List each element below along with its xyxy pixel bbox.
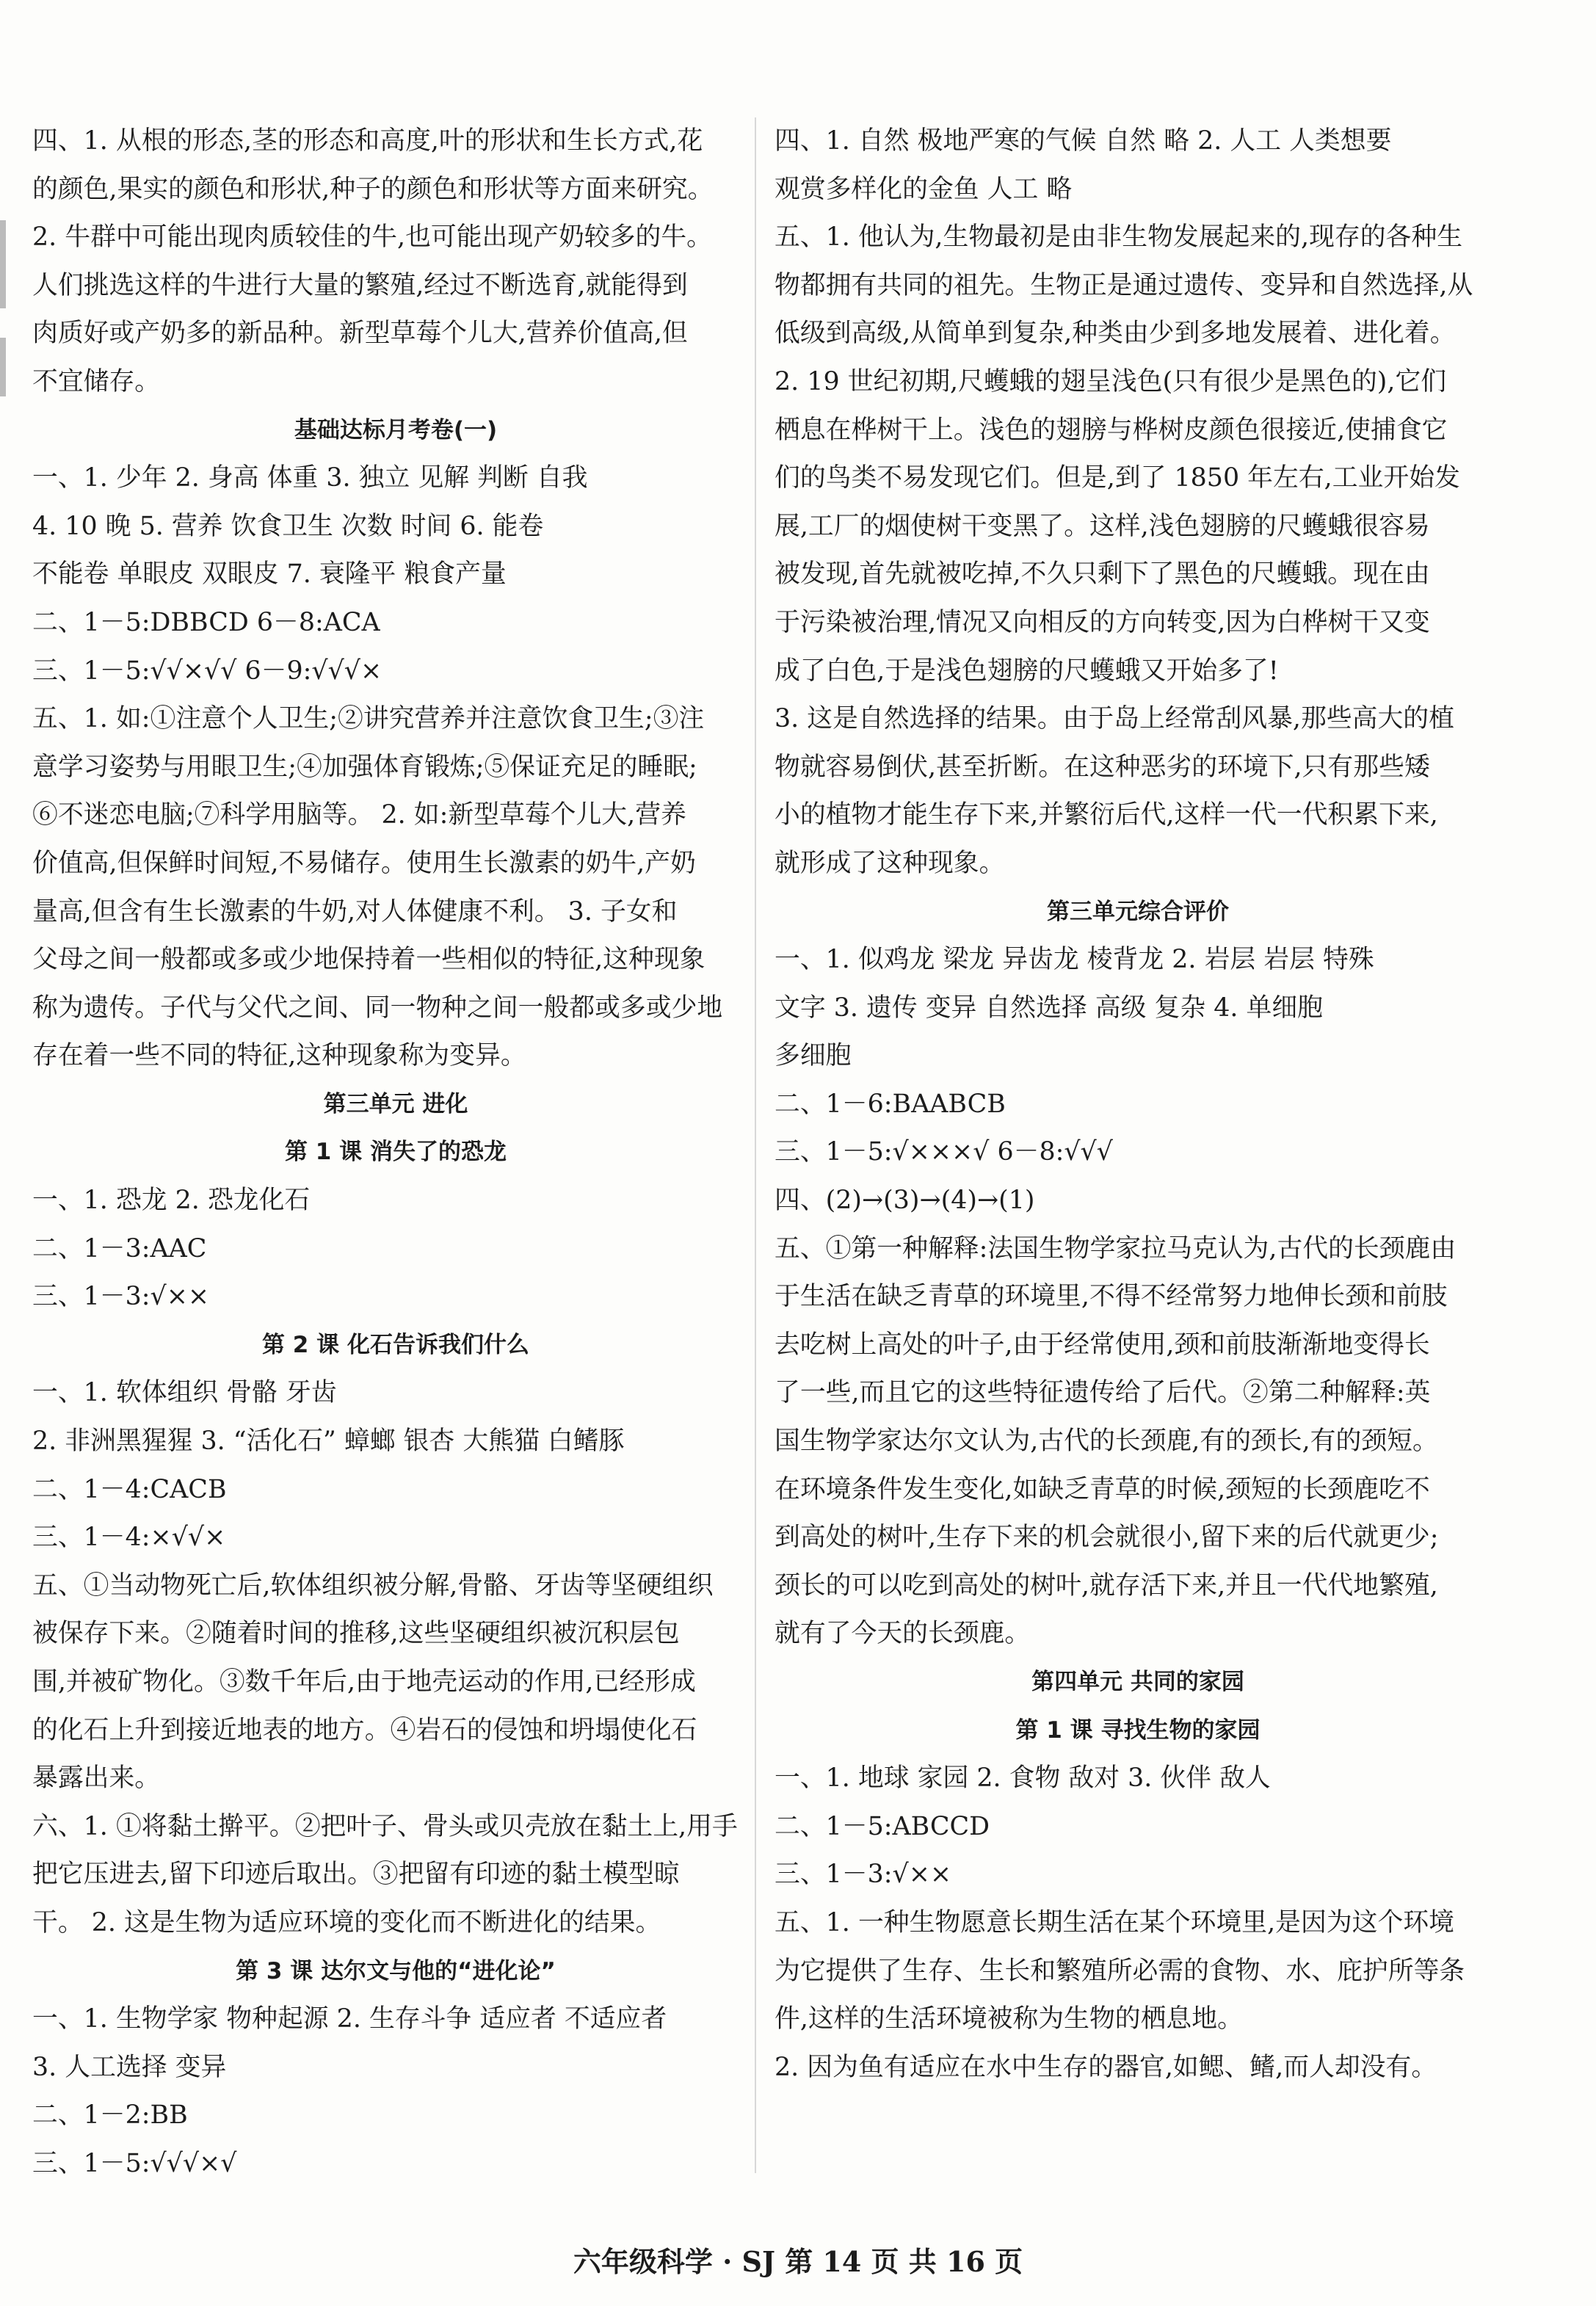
text-line: 就有了今天的长颈鹿。 (775, 1619, 1031, 1649)
text-line: 的颜色,果实的颜色和形状,种子的颜色和形状等方面来研究。 (32, 174, 714, 204)
section-heading: 第 1 课 消失了的恐龙 (285, 1139, 507, 1166)
text-line: 暴露出来。 (32, 1763, 161, 1794)
section-heading: 第三单元 进化 (323, 1090, 468, 1117)
text-line: 于污染被治理,情况又向相反的方向转变,因为白桦树干又变 (775, 607, 1430, 637)
text-line: 四、1. 自然 极地严寒的气候 自然 略 2. 人工 人类想要 (775, 126, 1392, 156)
text-line: 三、1－3:√×× (32, 1282, 210, 1312)
text-line: 件,这样的生活环境被称为生物的栖息地。 (775, 2004, 1243, 2034)
text-line: 一、1. 软体组织 骨骼 牙齿 (32, 1378, 337, 1408)
text-line: 一、1. 地球 家园 2. 食物 敌对 3. 伙伴 敌人 (775, 1763, 1271, 1794)
section-heading: 第 2 课 化石告诉我们什么 (262, 1331, 529, 1358)
text-line: 观赏多样化的金鱼 人工 略 (775, 174, 1073, 204)
text-line: 二、1－5:ABCCD (775, 1811, 990, 1841)
text-line: 2. 19 世纪初期,尺蠖蛾的翅呈浅色(只有很少是黑色的),它们 (775, 366, 1447, 396)
text-line: 小的植物才能生存下来,并繁衍后代,这样一代一代积累下来, (775, 800, 1438, 830)
section-heading: 第三单元综合评价 (1047, 898, 1229, 925)
text-line: 于生活在缺乏青草的环境里,不得不经常努力地伸长颈和前肢 (775, 1282, 1448, 1312)
text-line: 就形成了这种现象。 (775, 848, 1005, 878)
section-heading: 第 1 课 寻找生物的家园 (1015, 1716, 1261, 1744)
text-line: 五、1. 一种生物愿意长期生活在某个环境里,是因为这个环境 (775, 1907, 1454, 1937)
text-line: 的化石上升到接近地表的地方。④岩石的侵蚀和坍塌使化石 (32, 1715, 697, 1745)
text-line: 量高,但含有生长激素的牛奶,对人体健康不利。 3. 子女和 (32, 896, 678, 927)
text-line: 五、①当动物死亡后,软体组织被分解,骨骼、牙齿等坚硬组织 (32, 1570, 714, 1600)
text-line: 围,并被矿物化。③数千年后,由于地壳运动的作用,已经形成 (32, 1667, 696, 1697)
column-divider (755, 117, 756, 2173)
text-line: 三、1－4:×√√× (32, 1523, 226, 1553)
text-line: 2. 因为鱼有适应在水中生存的器官,如鳃、鳍,而人却没有。 (775, 2052, 1437, 2082)
text-line: 称为遗传。子代与父代之间、同一物种之间一般都或多或少地 (32, 993, 723, 1023)
right-column (775, 117, 1501, 2092)
text-line: 为它提供了生存、生长和繁殖所必需的食物、水、庇护所等条 (775, 1956, 1465, 1986)
text-line: 意学习姿势与用眼卫生;④加强体育锻炼;⑤保证充足的睡眠; (32, 752, 697, 782)
text-line: 二、1－6:BAABCB (775, 1089, 1006, 1119)
text-line: 一、1. 生物学家 物种起源 2. 生存斗争 适应者 不适应者 (32, 2004, 667, 2034)
text-line: 二、1－4:CACB (32, 1474, 227, 1504)
text-line: 颈长的可以吃到高处的树叶,就存活下来,并且一代代地繁殖, (775, 1570, 1438, 1600)
section-heading: 基础达标月考卷(一) (294, 416, 498, 443)
text-line: 六、1. ①将黏土擀平。②把叶子、骨头或贝壳放在黏土上,用手 (32, 1811, 738, 1841)
text-line: 物都拥有共同的祖先。生物正是通过遗传、变异和自然选择,从 (775, 270, 1473, 300)
text-line: 一、1. 恐龙 2. 恐龙化石 (32, 1186, 311, 1216)
text-line: 三、1－5:√×××√ 6－8:√√√ (775, 1137, 1113, 1167)
text-line: 国生物学家达尔文认为,古代的长颈鹿,有的颈长,有的颈短。 (775, 1426, 1438, 1457)
text-line: 四、(2)→(3)→(4)→(1) (775, 1186, 1035, 1216)
text-line: 存在着一些不同的特征,这种现象称为变异。 (32, 1041, 526, 1071)
text-line: 了一些,而且它的这些特征遗传给了后代。②第二种解释:英 (775, 1378, 1431, 1408)
text-line: 在环境条件发生变化,如缺乏青草的时候,颈短的长颈鹿吃不 (775, 1474, 1430, 1504)
text-line: 2. 非洲黑猩猩 3. “活化石” 蟑螂 银杏 大熊猫 白鳍豚 (32, 1426, 625, 1457)
text-line: 2. 牛群中可能出现肉质较佳的牛,也可能出现产奶较多的牛。 (32, 222, 712, 253)
text-line: 一、1. 少年 2. 身高 体重 3. 独立 见解 判断 自我 (32, 463, 588, 493)
section-heading: 第 3 课 达尔文与他的“进化论” (236, 1957, 556, 1984)
text-line: 们的鸟类不易发现它们。但是,到了 1850 年左右,工业开始发 (775, 463, 1460, 493)
text-line: 二、1－3:AAC (32, 1233, 207, 1263)
text-line: 父母之间一般都或多或少地保持着一些相似的特征,这种现象 (32, 945, 705, 975)
text-line: 不宜储存。 (32, 366, 161, 396)
text-line: 二、1－5:DBBCD 6－8:ACA (32, 607, 380, 637)
text-line: 肉质好或产奶多的新品种。新型草莓个儿大,营养价值高,但 (32, 319, 688, 349)
text-line: 五、1. 如:①注意个人卫生;②讲究营养并注意饮食卫生;③注 (32, 704, 705, 734)
text-line: 栖息在桦树干上。浅色的翅膀与桦树皮颜色很接近,使捕食它 (775, 415, 1448, 445)
text-line: 一、1. 似鸡龙 梁龙 异齿龙 棱背龙 2. 岩层 岩层 特殊 (775, 945, 1374, 975)
text-line: 到高处的树叶,生存下来的机会就很小,留下来的后代就更少; (775, 1523, 1439, 1553)
text-line: 成了白色,于是浅色翅膀的尺蠖蛾又开始多了! (775, 656, 1279, 686)
scan-edge-mark (0, 338, 6, 396)
text-line: 被保存下来。②随着时间的推移,这些坚硬组织被沉积层包 (32, 1619, 680, 1649)
text-line: 多细胞 (775, 1041, 852, 1071)
text-line: 四、1. 从根的形态,茎的形态和高度,叶的形状和生长方式,花 (32, 126, 703, 156)
section-heading: 第四单元 共同的家园 (1031, 1669, 1244, 1695)
text-line: ⑥不迷恋电脑;⑦科学用脑等。 2. 如:新型草莓个儿大,营养 (32, 800, 686, 830)
text-line: 五、1. 他认为,生物最初是由非生物发展起来的,现存的各种生 (775, 222, 1463, 253)
text-line: 被发现,首先就被吃掉,不久只剩下了黑色的尺蠖蛾。现在由 (775, 559, 1430, 590)
text-line: 展,工厂的烟使树干变黑了。这样,浅色翅膀的尺蠖蛾很容易 (775, 511, 1430, 541)
text-line: 4. 10 晚 5. 营养 饮食卫生 次数 时间 6. 能卷 (32, 511, 544, 541)
page-footer: 六年级科学 · SJ 第 14 页 共 16 页 (573, 2245, 1023, 2278)
text-line: 五、①第一种解释:法国生物学家拉马克认为,古代的长颈鹿由 (775, 1233, 1457, 1263)
left-column (32, 117, 759, 2189)
text-line: 干。 2. 这是生物为适应环境的变化而不断进化的结果。 (32, 1907, 661, 1937)
scan-edge-mark (0, 220, 6, 308)
text-line: 三、1－5:√√×√√ 6－9:√√√× (32, 656, 382, 686)
text-line: 不能卷 单眼皮 双眼皮 7. 衰隆平 粮食产量 (32, 559, 507, 590)
text-line: 三、1－5:√√√×√ (32, 2148, 237, 2178)
text-line: 3. 这是自然选择的结果。由于岛上经常刮风暴,那些高大的植 (775, 704, 1454, 734)
text-line: 文字 3. 遗传 变异 自然选择 高级 复杂 4. 单细胞 (775, 993, 1324, 1023)
text-line: 3. 人工选择 变异 (32, 2052, 227, 2082)
text-line: 物就容易倒伏,甚至折断。在这种恶劣的环境下,只有那些矮 (775, 752, 1430, 782)
text-line: 三、1－3:√×× (775, 1860, 952, 1890)
text-line: 价值高,但保鲜时间短,不易储存。使用生长激素的奶牛,产奶 (32, 848, 696, 878)
text-line: 二、1－2:BB (32, 2100, 188, 2131)
text-line: 把它压进去,留下印迹后取出。③把留有印迹的黏土模型晾 (32, 1860, 680, 1890)
text-line: 低级到高级,从简单到复杂,种类由少到多地发展着、进化着。 (775, 319, 1456, 349)
text-line: 人们挑选这样的牛进行大量的繁殖,经过不断选育,就能得到 (32, 270, 688, 300)
text-line: 去吃树上高处的叶子,由于经常使用,颈和前肢渐渐地变得长 (775, 1330, 1430, 1360)
